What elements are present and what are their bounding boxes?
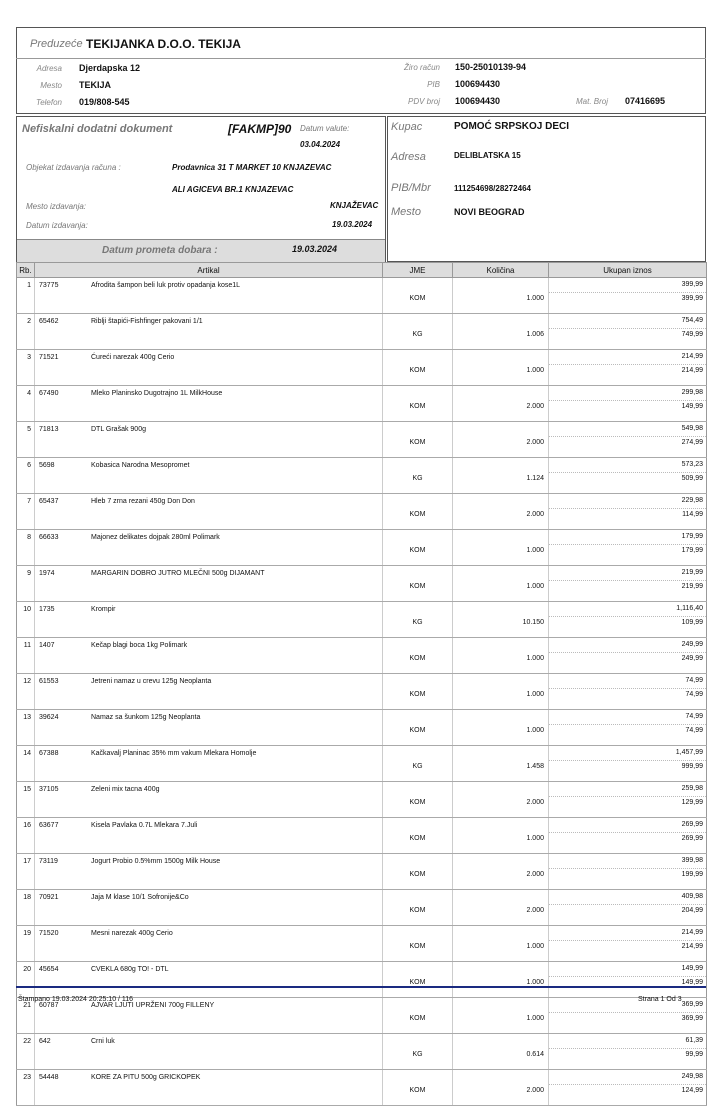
- unit-price: 269,99: [681, 835, 703, 842]
- table-row: [17, 890, 707, 926]
- objekat-label: Objekat izdavanja računa :: [26, 163, 121, 172]
- unit-cell: KOM: [383, 782, 453, 818]
- row-number: 5: [17, 422, 35, 458]
- row-number: 16: [17, 818, 35, 854]
- quantity-cell: 2.000: [453, 782, 549, 818]
- table-header-row: [17, 263, 707, 278]
- unit-price: 109,99: [681, 619, 703, 626]
- unit-price: 99,99: [685, 1051, 703, 1058]
- quantity-cell: 1.000: [453, 638, 549, 674]
- unit-price: 179,99: [681, 547, 703, 554]
- amount-cell: [549, 530, 707, 566]
- col-header-kolicina: Količina: [453, 263, 549, 278]
- article-cell: [35, 710, 383, 746]
- buyer-mesto-label: Mesto: [391, 206, 421, 218]
- unit-cell: KOM: [383, 494, 453, 530]
- article-name: KORE ZA PITU 500g GRICKOPEK: [91, 1074, 201, 1081]
- total-amount: 214,99: [549, 926, 706, 941]
- table-row: [17, 818, 707, 854]
- article-name: Crni luk: [91, 1038, 115, 1045]
- amount-cell: [549, 494, 707, 530]
- amount-cell: [549, 746, 707, 782]
- article-cell: [35, 530, 383, 566]
- total-amount: 249,98: [549, 1070, 706, 1085]
- article-cell: [35, 638, 383, 674]
- pdv-value: 100694430: [455, 96, 501, 106]
- amount-cell: [549, 350, 707, 386]
- unit-cell: KG: [383, 746, 453, 782]
- unit-cell: KOM: [383, 1070, 453, 1106]
- quantity-cell: 2.000: [453, 890, 549, 926]
- quantity-cell: 1.000: [453, 350, 549, 386]
- quantity-cell: 2.000: [453, 494, 549, 530]
- unit-cell: KG: [383, 602, 453, 638]
- quantity-cell: 1.000: [453, 566, 549, 602]
- total-amount: 74,99: [549, 674, 706, 689]
- article-name: Hleb 7 zrna rezani 450g Don Don: [91, 498, 195, 505]
- article-code: 73775: [39, 282, 59, 289]
- table-row: [17, 638, 707, 674]
- unit-cell: KOM: [383, 890, 453, 926]
- article-name: Kačkavalj Planinac 35% mm vakum Mlekara Homolje: [91, 750, 257, 757]
- table-row: [17, 1070, 707, 1106]
- table-row: [17, 530, 707, 566]
- table-row: [17, 926, 707, 962]
- datum-prometa-value: 19.03.2024: [292, 244, 338, 254]
- pib-label: PIB: [427, 80, 440, 89]
- article-name: Jetreni namaz u crevu 125g Neoplanta: [91, 678, 212, 685]
- total-amount: 399,99: [549, 278, 706, 293]
- datum-izdavanja-value: 19.03.2024: [332, 220, 373, 229]
- total-amount: 754,49: [549, 314, 706, 329]
- quantity-cell: 1.000: [453, 926, 549, 962]
- article-cell: [35, 314, 383, 350]
- buyer-mesto-value: NOVI BEOGRAD: [454, 207, 525, 217]
- article-name: Riblji štapići-Fishfinger pakovani 1/1: [91, 318, 203, 325]
- unit-price: 124,99: [681, 1087, 703, 1094]
- article-cell: [35, 890, 383, 926]
- unit-cell: KOM: [383, 530, 453, 566]
- mesto-izdavanja-label: Mesto izdavanja:: [26, 202, 87, 211]
- amount-cell: [549, 278, 707, 314]
- objekat-line2: ALI AGICEVA BR.1 KNJAZEVAC: [172, 185, 294, 194]
- article-cell: [35, 818, 383, 854]
- quantity-cell: 1.124: [453, 458, 549, 494]
- article-cell: [35, 458, 383, 494]
- unit-cell: KG: [383, 314, 453, 350]
- unit-price: 274,99: [681, 439, 703, 446]
- article-cell: [35, 854, 383, 890]
- quantity-cell: 1.006: [453, 314, 549, 350]
- total-amount: 259,98: [549, 782, 706, 797]
- article-code: 65462: [39, 318, 59, 325]
- article-code: 39624: [39, 714, 59, 721]
- quantity-cell: 1.000: [453, 998, 549, 1034]
- article-cell: [35, 494, 383, 530]
- total-amount: 149,99: [549, 962, 706, 977]
- pdv-label: PDV broj: [407, 97, 440, 106]
- mat-label: Mat. Broj: [575, 97, 608, 106]
- mesto-value: TEKIJA: [79, 80, 112, 90]
- article-code: 67388: [39, 750, 59, 757]
- article-cell: [35, 602, 383, 638]
- table-row: [17, 746, 707, 782]
- amount-cell: [549, 926, 707, 962]
- amount-cell: [549, 422, 707, 458]
- document-code: [FAKMP]90: [228, 122, 292, 136]
- article-cell: [35, 386, 383, 422]
- adresa-value: Djerdapska 12: [79, 63, 141, 73]
- kupac-label: Kupac: [391, 121, 423, 133]
- unit-price: 249,99: [681, 655, 703, 662]
- unit-price: 149,99: [681, 403, 703, 410]
- quantity-cell: 1.000: [453, 530, 549, 566]
- row-number: 1: [17, 278, 35, 314]
- article-name: Kisela Pavlaka 0.7L Mlekara 7.Juli: [91, 822, 198, 829]
- table-row: [17, 314, 707, 350]
- unit-cell: KOM: [383, 278, 453, 314]
- article-code: 642: [39, 1038, 51, 1045]
- unit-price: 74,99: [685, 691, 703, 698]
- unit-cell: KOM: [383, 998, 453, 1034]
- unit-price: 114,99: [682, 511, 703, 518]
- document-title: Nefiskalni dodatni dokument: [22, 123, 173, 135]
- buyer-pib-value: 111254698/28272464: [454, 184, 531, 193]
- quantity-cell: 2.000: [453, 854, 549, 890]
- total-amount: 1,116,40: [549, 602, 706, 617]
- quantity-cell: 1.000: [453, 710, 549, 746]
- amount-cell: [549, 890, 707, 926]
- unit-price: 149,99: [681, 979, 703, 986]
- unit-cell: KOM: [383, 926, 453, 962]
- buyer-pib-label: PIB/Mbr: [391, 182, 431, 194]
- article-code: 37105: [39, 786, 59, 793]
- amount-cell: [549, 998, 707, 1034]
- article-code: 66633: [39, 534, 59, 541]
- article-code: 5698: [39, 462, 55, 469]
- article-cell: [35, 350, 383, 386]
- total-amount: 409,98: [549, 890, 706, 905]
- footer-divider: [16, 986, 706, 988]
- amount-cell: [549, 602, 707, 638]
- row-number: 21: [17, 998, 35, 1034]
- article-code: 63677: [39, 822, 59, 829]
- table-row: [17, 962, 707, 998]
- article-cell: [35, 278, 383, 314]
- ziro-value: 150-25010139-94: [455, 62, 527, 72]
- row-number: 22: [17, 1034, 35, 1070]
- objekat-line1: Prodavnica 31 T MARKET 10 KNJAZEVAC: [172, 163, 332, 172]
- preduzece-label: Preduzeće: [30, 38, 83, 50]
- row-number: 7: [17, 494, 35, 530]
- row-number: 19: [17, 926, 35, 962]
- table-row: [17, 386, 707, 422]
- row-number: 18: [17, 890, 35, 926]
- table-row: [17, 782, 707, 818]
- row-number: 4: [17, 386, 35, 422]
- article-code: 65437: [39, 498, 59, 505]
- quantity-cell: 10.150: [453, 602, 549, 638]
- quantity-cell: 1.000: [453, 674, 549, 710]
- unit-cell: KOM: [383, 674, 453, 710]
- col-header-rb: Rb.: [17, 263, 35, 278]
- quantity-cell: 1.458: [453, 746, 549, 782]
- row-number: 13: [17, 710, 35, 746]
- adresa-label: Adresa: [36, 64, 62, 73]
- unit-cell: KG: [383, 458, 453, 494]
- telefon-label: Telefon: [36, 98, 62, 107]
- table-row: [17, 350, 707, 386]
- unit-price: 219,99: [681, 583, 703, 590]
- quantity-cell: 2.000: [453, 1070, 549, 1106]
- article-code: 70921: [39, 894, 59, 901]
- article-cell: [35, 1034, 383, 1070]
- datum-prometa-label: Datum prometa dobara :: [102, 245, 218, 256]
- total-amount: 229,98: [549, 494, 706, 509]
- table-row: [17, 278, 707, 314]
- telefon-value: 019/808-545: [79, 97, 130, 107]
- article-code: 71520: [39, 930, 59, 937]
- article-code: 1974: [39, 570, 55, 577]
- article-cell: [35, 746, 383, 782]
- total-amount: 299,98: [549, 386, 706, 401]
- amount-cell: [549, 674, 707, 710]
- total-amount: 369,99: [549, 998, 706, 1013]
- article-cell: [35, 782, 383, 818]
- total-amount: 399,98: [549, 854, 706, 869]
- unit-price: 204,99: [681, 907, 703, 914]
- amount-cell: [549, 314, 707, 350]
- total-amount: 573,23: [549, 458, 706, 473]
- amount-cell: [549, 1034, 707, 1070]
- row-number: 15: [17, 782, 35, 818]
- row-number: 11: [17, 638, 35, 674]
- unit-price: 74,99: [685, 727, 703, 734]
- article-code: 54448: [39, 1074, 59, 1081]
- table-row: [17, 1034, 707, 1070]
- table-row: [17, 566, 707, 602]
- row-number: 2: [17, 314, 35, 350]
- unit-cell: KOM: [383, 638, 453, 674]
- kupac-value: POMOĆ SRPSKOJ DECI: [454, 121, 570, 132]
- amount-cell: [549, 782, 707, 818]
- quantity-cell: 1.000: [453, 278, 549, 314]
- article-code: 61553: [39, 678, 59, 685]
- unit-cell: KOM: [383, 386, 453, 422]
- col-header-jme: JME: [383, 263, 453, 278]
- article-name: CVEKLA 680g TO! - DTL: [91, 966, 169, 973]
- row-number: 9: [17, 566, 35, 602]
- table-row: [17, 422, 707, 458]
- quantity-cell: 1.000: [453, 818, 549, 854]
- quantity-cell: 1.000: [453, 962, 549, 998]
- row-number: 23: [17, 1070, 35, 1106]
- datum-valute-label: Datum valute:: [300, 124, 350, 133]
- buyer-box: [387, 116, 706, 262]
- amount-cell: [549, 710, 707, 746]
- unit-price: 214,99: [681, 367, 703, 374]
- article-code: 71813: [39, 426, 59, 433]
- unit-price: 199,99: [681, 871, 703, 878]
- article-code: 67490: [39, 390, 59, 397]
- total-amount: 74,99: [549, 710, 706, 725]
- mesto-izdavanja-value: KNJAŽEVAC: [330, 201, 379, 210]
- row-number: 17: [17, 854, 35, 890]
- unit-cell: KOM: [383, 962, 453, 998]
- article-name: DTL Grašak 900g: [91, 426, 146, 433]
- col-header-ukupan-iznos: Ukupan iznos: [549, 263, 707, 278]
- row-number: 10: [17, 602, 35, 638]
- article-code: 45654: [39, 966, 59, 973]
- article-name: Ćureći narezak 400g Cerio: [91, 354, 175, 361]
- buyer-adresa-value: DELIBLATSKA 15: [454, 151, 521, 160]
- unit-cell: KOM: [383, 422, 453, 458]
- article-name: Mesni narezak 400g Cerio: [91, 930, 173, 937]
- article-name: Jogurt Probio 0.5%mm 1500g Milk House: [91, 858, 221, 865]
- row-number: 20: [17, 962, 35, 998]
- quantity-cell: 2.000: [453, 422, 549, 458]
- row-number: 8: [17, 530, 35, 566]
- unit-price: 749,99: [681, 331, 703, 338]
- article-name: Namaz sa šunkom 125g Neoplanta: [91, 714, 201, 721]
- table-row: [17, 494, 707, 530]
- items-table: [16, 262, 707, 1106]
- article-code: 1407: [39, 642, 55, 649]
- datum-izdavanja-label: Datum izdavanja:: [26, 221, 88, 230]
- article-code: 71521: [39, 354, 59, 361]
- unit-price: 399,99: [681, 295, 703, 302]
- unit-cell: KOM: [383, 350, 453, 386]
- total-amount: 61,39: [549, 1034, 706, 1049]
- page-number: Strana 1 Od 3: [638, 996, 682, 1003]
- article-cell: [35, 1070, 383, 1106]
- amount-cell: [549, 1070, 707, 1106]
- total-amount: 549,98: [549, 422, 706, 437]
- article-name: Zeleni mix tacna 400g: [91, 786, 160, 793]
- unit-price: 999,99: [681, 763, 703, 770]
- article-name: MARGARIN DOBRO JUTRO MLEČNI 500g DIJAMANT: [91, 570, 265, 577]
- unit-cell: KOM: [383, 566, 453, 602]
- unit-price: 369,99: [681, 1015, 703, 1022]
- table-row: [17, 674, 707, 710]
- article-cell: [35, 926, 383, 962]
- row-number: 6: [17, 458, 35, 494]
- article-cell: [35, 566, 383, 602]
- unit-price: 214,99: [681, 943, 703, 950]
- unit-cell: KOM: [383, 818, 453, 854]
- buyer-adresa-label: Adresa: [391, 151, 426, 163]
- row-number: 14: [17, 746, 35, 782]
- article-name: Kobasica Narodna Mesopromet: [91, 462, 190, 469]
- table-row: [17, 458, 707, 494]
- unit-cell: KOM: [383, 710, 453, 746]
- quantity-cell: 2.000: [453, 386, 549, 422]
- total-amount: 219,99: [549, 566, 706, 581]
- article-name: Krompir: [91, 606, 116, 613]
- article-cell: [35, 962, 383, 998]
- amount-cell: [549, 386, 707, 422]
- col-header-artikal: Artikal: [35, 263, 383, 278]
- pib-value: 100694430: [455, 79, 501, 89]
- amount-cell: [549, 818, 707, 854]
- printed-info: Štampano 19.03.2024 20:25:10 / 116: [18, 996, 134, 1003]
- row-number: 12: [17, 674, 35, 710]
- total-amount: 269,99: [549, 818, 706, 833]
- article-name: Jaja M klase 10/1 Sofronije&Co: [91, 894, 189, 901]
- article-code: 73119: [39, 858, 58, 865]
- article-name: Mleko Planinsko Dugotrajno 1L MilkHouse: [91, 390, 223, 397]
- article-name: Kečap blagi boca 1kg Polimark: [91, 642, 188, 649]
- quantity-cell: 0.614: [453, 1034, 549, 1070]
- datum-valute-value: 03.04.2024: [300, 140, 341, 149]
- article-code: 60787: [39, 1002, 59, 1009]
- amount-cell: [549, 458, 707, 494]
- article-code: 1735: [39, 606, 55, 613]
- divider: [16, 58, 706, 59]
- article-name: AJVAR LJUTI UPRŽENI 700g FILLENY: [91, 1002, 215, 1009]
- table-row: [17, 602, 707, 638]
- table-row: [17, 710, 707, 746]
- amount-cell: [549, 638, 707, 674]
- total-amount: 214,99: [549, 350, 706, 365]
- unit-cell: KG: [383, 1034, 453, 1070]
- table-row: [17, 854, 707, 890]
- article-name: Majonez delikates dojpak 280ml Polimark: [91, 534, 220, 541]
- unit-cell: KOM: [383, 854, 453, 890]
- row-number: 3: [17, 350, 35, 386]
- ziro-label: Žiro račun: [403, 63, 440, 72]
- mat-value: 07416695: [625, 96, 666, 106]
- unit-price: 509,99: [681, 475, 703, 482]
- amount-cell: [549, 854, 707, 890]
- company-name: TEKIJANKA D.O.O. TEKIJA: [86, 37, 241, 51]
- article-name: Afrodita šampon beli luk protiv opadanja kose1L: [91, 282, 241, 289]
- total-amount: 179,99: [549, 530, 706, 545]
- total-amount: 249,99: [549, 638, 706, 653]
- article-cell: [35, 422, 383, 458]
- article-cell: [35, 674, 383, 710]
- amount-cell: [549, 566, 707, 602]
- amount-cell: [549, 962, 707, 998]
- mesto-label: Mesto: [40, 81, 62, 90]
- unit-price: 129,99: [681, 799, 703, 806]
- total-amount: 1,457,99: [549, 746, 706, 761]
